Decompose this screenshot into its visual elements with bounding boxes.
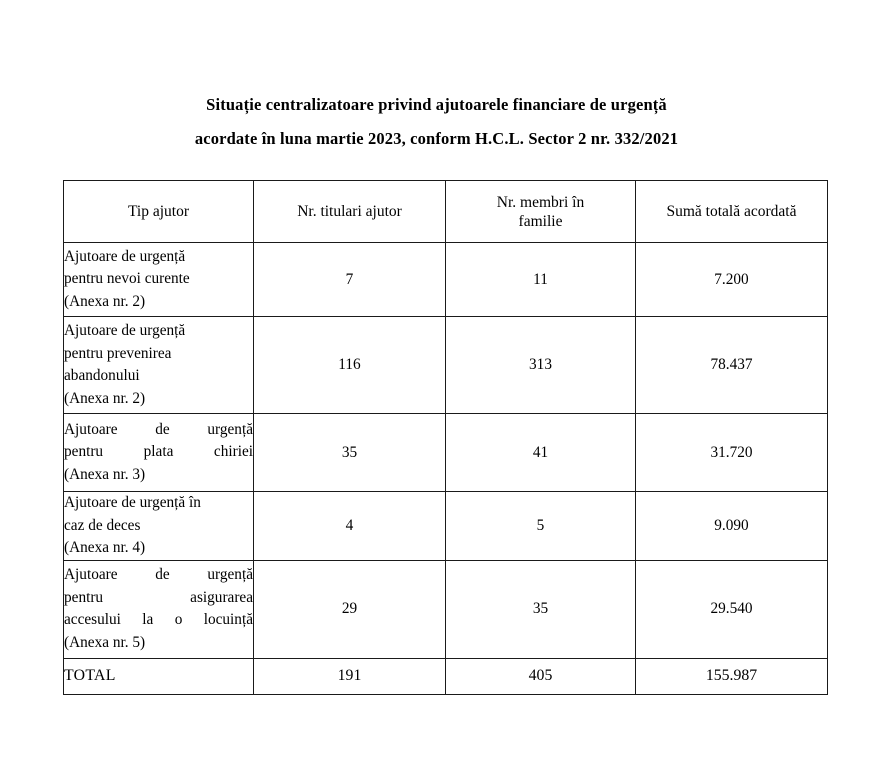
row-label-line: caz de deces: [64, 516, 141, 534]
row-holders-value: 29: [254, 560, 446, 658]
row-label-line: pentru prevenirea: [64, 344, 172, 362]
table-row: [64, 492, 828, 561]
total-sum-value: 155.987: [636, 658, 828, 694]
row-label-cell: [64, 243, 254, 317]
row-members-value: 5: [446, 492, 636, 561]
row-sum-value: 78.437: [636, 317, 828, 414]
row-label-line: pentru plata chiriei: [64, 443, 253, 461]
row-label-line: Ajutoare de urgență: [64, 566, 253, 583]
total-label: TOTAL: [64, 658, 254, 694]
row-members-value: 313: [446, 317, 636, 414]
row-sum-value: 9.090: [636, 492, 828, 561]
row-label-line: (Anexa nr. 4): [64, 539, 146, 556]
row-holders-value: 116: [254, 317, 446, 414]
row-label-cell: [64, 414, 254, 492]
row-label-cell: [64, 560, 254, 658]
title-line-1: Situație centralizatoare privind ajutoarele financiare de urgență: [206, 95, 667, 114]
column-header-total-sum: Sumă totală acordată: [636, 181, 828, 243]
row-label-line: (Anexa nr. 2): [64, 389, 146, 407]
row-sum-value: 31.720: [636, 414, 828, 492]
column-header-holders: Nr. titulari ajutor: [254, 181, 446, 243]
row-label-line: pentru asigurarea: [64, 588, 253, 606]
row-label-line: abandonului: [64, 367, 140, 384]
column-header-type: Tip ajutor: [64, 181, 254, 243]
row-label-line: (Anexa nr. 3): [64, 465, 146, 483]
table-total-row: [64, 658, 828, 694]
row-sum-value: 7.200: [636, 243, 828, 317]
row-holders-value: 35: [254, 414, 446, 492]
table-row: [64, 317, 828, 414]
row-holders-value: 7: [254, 243, 446, 317]
total-holders-value: 191: [254, 658, 446, 694]
column-header-members-line2: familie: [518, 212, 563, 230]
row-members-value: 41: [446, 414, 636, 492]
document-title: [0, 88, 873, 156]
title-line-2: acordate în luna martie 2023, conform H.C.L. Sector 2 nr. 332/2021: [194, 129, 679, 148]
row-label-line: (Anexa nr. 5): [64, 633, 146, 651]
table-row: [64, 560, 828, 658]
row-sum-value: 29.540: [636, 560, 828, 658]
row-label-line: Ajutoare de urgență: [64, 420, 253, 438]
table-row: [64, 243, 828, 317]
row-label-cell: [64, 492, 254, 561]
row-label-line: Ajutoare de urgență: [64, 322, 186, 339]
row-label-line: Ajutoare de urgență: [64, 247, 186, 265]
row-label-cell: [64, 317, 254, 414]
row-label-line: accesului la o locuință: [64, 611, 253, 628]
total-members-value: 405: [446, 658, 636, 694]
column-header-members: [446, 181, 636, 243]
aid-summary-table: [63, 180, 828, 695]
row-members-value: 11: [446, 243, 636, 317]
row-holders-value: 4: [254, 492, 446, 561]
table-header-row: [64, 181, 828, 243]
column-header-members-line1: Nr. membri în: [496, 193, 585, 211]
row-members-value: 35: [446, 560, 636, 658]
row-label-line: Ajutoare de urgență în: [64, 494, 201, 511]
table-row: [64, 414, 828, 492]
row-label-line: pentru nevoi curente: [64, 270, 190, 288]
row-label-line: (Anexa nr. 2): [64, 292, 146, 310]
